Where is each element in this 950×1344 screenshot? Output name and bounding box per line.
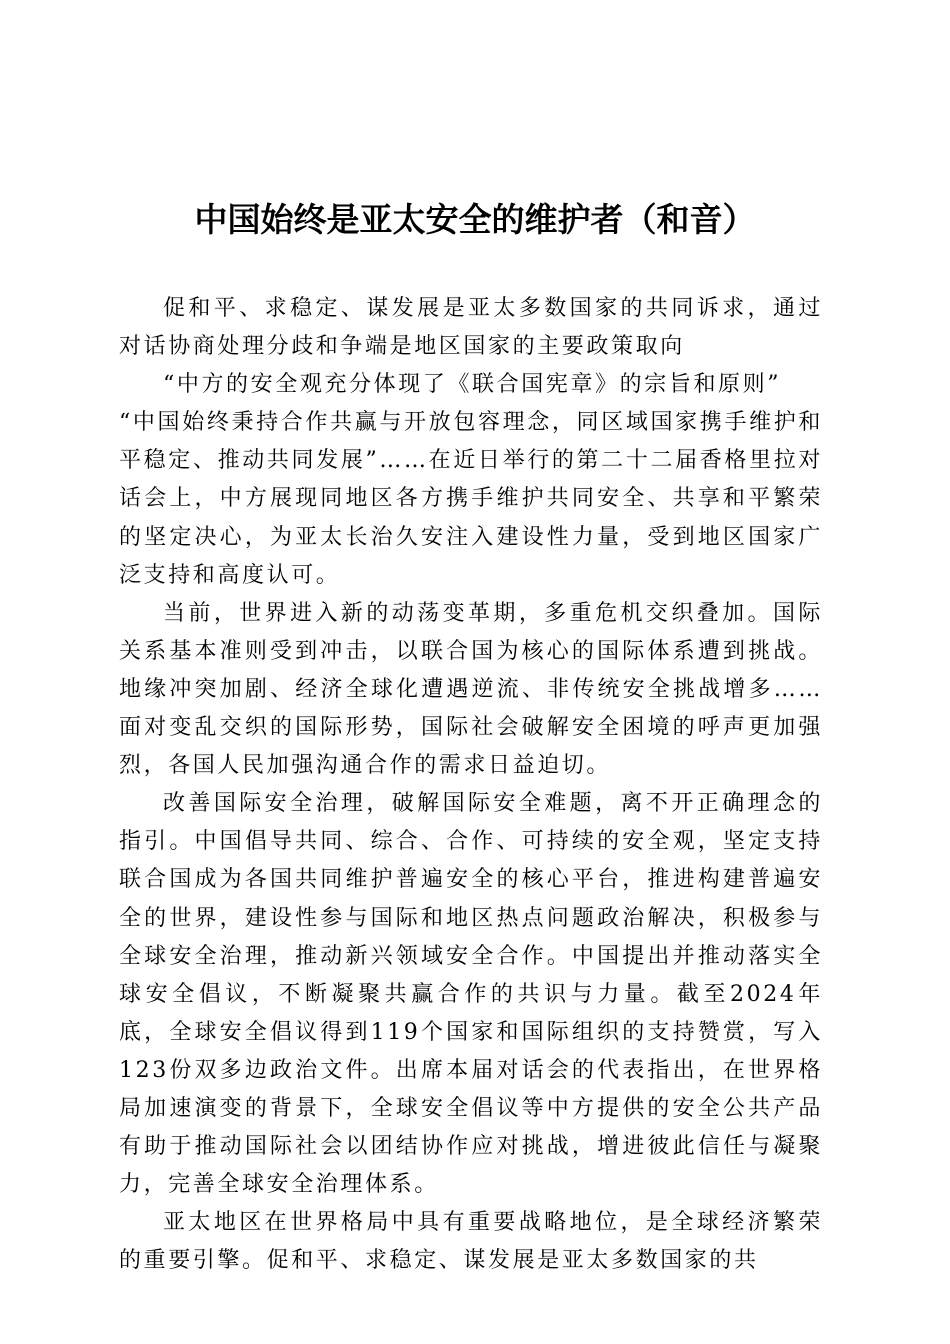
paragraph: 改善国际安全治理，破解国际安全难题，离不开正确理念的指引。中国倡导共同、综合、合作、可持续的安全观，坚定支持联合国成为各国共同维护普遍安全的核心平台，推进构建普遍安全的世界，建设性参与国际和地区热点问题政治解决，积极参与全球安全治理，推动新兴领域安全合作。中国提出并推动落实全球安全倡议，不断凝聚共赢合作的共识与力量。截至2024年底，全球安全倡议得到119个国家和国际组织的支持赞赏，写入123份双多边政治文件。出席本届对话会的代表指出，在世界格局加速演变的背景下，全球安全倡议等中方提供的安全公共产品有助于推动国际社会以团结协作应对挑战，增进彼此信任与凝聚力，完善全球安全治理体系。 (119, 791, 823, 1198)
paragraph: 亚太地区在世界格局中具有重要战略地位，是全球经济繁荣的重要引擎。促和平、求稳定、谋发展是亚太多数国家的共 (119, 1210, 823, 1274)
paragraph: “中国始终秉持合作共赢与开放包容理念，同区域国家携手维护和平稳定、推动共同发展”……在近日举行的第二十二届香格里拉对话会上，中方展现同地区各方携手维护共同安全、共享和平繁荣的坚定决心，为亚太长治久安注入建设性力量，受到地区国家广泛支持和高度认可。 (119, 410, 823, 588)
article-title: 中国始终是亚太安全的维护者（和音） (194, 200, 756, 239)
paragraph: 当前，世界进入新的动荡变革期，多重危机交织叠加。国际关系基本准则受到冲击，以联合国为核心的国际体系遭到挑战。地缘冲突加剧、经济全球化遭遇逆流、非传统安全挑战增多……面对变乱交织的国际形势，国际社会破解安全困境的呼声更加强烈，各国人民加强沟通合作的需求日益迫切。 (119, 600, 823, 779)
paragraph: 促和平、求稳定、谋发展是亚太多数国家的共同诉求，通过对话协商处理分歧和争端是地区国家的主要政策取向 (119, 296, 823, 360)
paragraph: “中方的安全观充分体现了《联合国宪章》的宗旨和原则” (163, 372, 782, 398)
article-body (119, 290, 823, 1280)
